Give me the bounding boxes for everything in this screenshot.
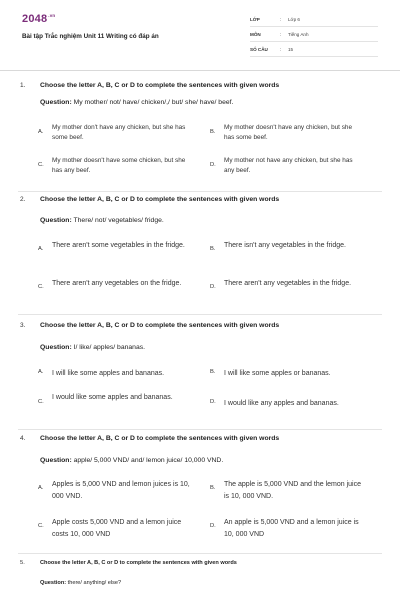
option-text: I would like any apples and bananas. (224, 400, 339, 407)
option-text: There isn't any vegetables in the fridge. (224, 242, 346, 249)
option-letter: C. (38, 399, 44, 405)
option-text: I will like some apples or bananas. (224, 370, 331, 377)
option-text: There aren't any vegetables in the fridge. (224, 280, 352, 287)
meta-label: SỐ CÂU (250, 46, 268, 52)
question-text: apple/ 5,000 VND/ and/ lemon juice/ 10,000 VND. (73, 457, 224, 464)
option-text: There aren't some vegetables in the fridge. (52, 242, 185, 249)
option-text: My mother not have any chicken, but she has any beef. (224, 157, 353, 174)
question-number: 1. (20, 82, 26, 89)
question-instruction: Choose the letter A, B, C or D to complete the sentences with given words (40, 435, 280, 442)
question-number: 2. (20, 196, 26, 203)
option-letter: D. (210, 284, 216, 290)
question-3 (18, 322, 382, 422)
question-label: Question: (40, 217, 72, 224)
logo-domain: .vn (48, 13, 56, 19)
question-divider (18, 429, 382, 430)
question-instruction: Choose the letter A, B, C or D to complete the sentences with given words (40, 196, 280, 203)
option-letter: B. (210, 246, 216, 252)
question-4 (18, 435, 382, 547)
option-letter: A. (38, 129, 44, 135)
question-stem (40, 217, 164, 224)
question-text: My mother/ not/ have/ chicken/,/ but/ she/ have/ beef. (73, 99, 234, 106)
meta-row-count (250, 42, 378, 57)
question-stem (40, 457, 223, 464)
question-instruction: Choose the letter A, B, C or D to complete the sentences with given words (40, 82, 280, 89)
question-stem (40, 344, 145, 351)
question-number: 4. (20, 435, 26, 442)
option-letter: C. (38, 284, 44, 290)
document-title: Bài tập Trắc nghiệm Unit 11 Writing có đáp án (22, 33, 159, 40)
question-text: there/ anything/ else? (67, 580, 122, 586)
option-text: My mother doesn't have any chicken, but she has some beef. (224, 124, 353, 141)
meta-label: LỚP (250, 16, 260, 22)
question-label: Question: (40, 457, 72, 464)
meta-value: Lớp 6 (288, 16, 300, 22)
option-letter: B. (210, 129, 216, 135)
meta-label: MÔN (250, 31, 261, 37)
question-divider (18, 314, 382, 315)
meta-value: Tiếng Anh (288, 31, 309, 37)
option-text: I will like some apples and bananas. (52, 370, 165, 377)
option-letter: C. (38, 523, 44, 529)
question-1 (18, 82, 382, 187)
option-letter: B. (210, 369, 216, 375)
question-stem (40, 580, 121, 586)
page-header (0, 0, 400, 71)
question-label: Question: (40, 344, 72, 351)
question-number: 5. (20, 560, 25, 566)
meta-colon: : (280, 16, 282, 22)
site-logo[interactable] (22, 13, 55, 25)
meta-table (250, 12, 378, 57)
question-text: There/ not/ vegetables/ fridge. (73, 217, 164, 224)
option-letter: A. (38, 369, 44, 375)
question-stem (40, 99, 233, 106)
question-instruction: Choose the letter A, B, C or D to complete the sentences with given words (40, 560, 237, 566)
question-2 (18, 196, 382, 308)
question-number: 3. (20, 322, 26, 329)
meta-row-class (250, 12, 378, 27)
option-text: Apple costs 5,000 VND and a lemon juice costs 10, 000 VND (52, 519, 182, 538)
question-divider (18, 553, 382, 554)
option-text: An apple is 5,000 VND and a lemon juice is 10, 000 VND (224, 519, 359, 538)
option-letter: D. (210, 523, 216, 529)
option-text: I would like some apples and bananas. (52, 394, 173, 401)
option-letter: D. (210, 162, 216, 168)
option-letter: B. (210, 485, 216, 491)
question-label: Question: (40, 99, 72, 106)
meta-colon: : (280, 31, 282, 37)
meta-colon: : (280, 46, 282, 52)
option-text: My mother don't have any chicken, but she has some beef. (52, 124, 186, 141)
question-instruction: Choose the letter A, B, C or D to complete the sentences with given words (40, 322, 280, 329)
question-5 (18, 560, 382, 596)
option-letter: A. (38, 246, 44, 252)
option-text: My mother doesn't have some chicken, but she has any beef. (52, 157, 186, 174)
question-label: Question: (40, 580, 67, 586)
meta-value: 15 (288, 46, 294, 52)
option-letter: A. (38, 485, 44, 491)
option-text: There aren't any vegetables on the fridge. (52, 280, 182, 287)
logo-text: 2048 (22, 13, 48, 25)
question-divider (18, 191, 382, 192)
option-letter: C. (38, 162, 44, 168)
option-letter: D. (210, 399, 216, 405)
option-text: Apples is 5,000 VND and lemon juices is 10, 000 VND. (52, 481, 190, 500)
question-text: I/ like/ apples/ bananas. (73, 344, 146, 351)
option-text: The apple is 5,000 VND and the lemon juice is 10, 000 VND. (224, 481, 361, 500)
meta-row-subject (250, 27, 378, 42)
